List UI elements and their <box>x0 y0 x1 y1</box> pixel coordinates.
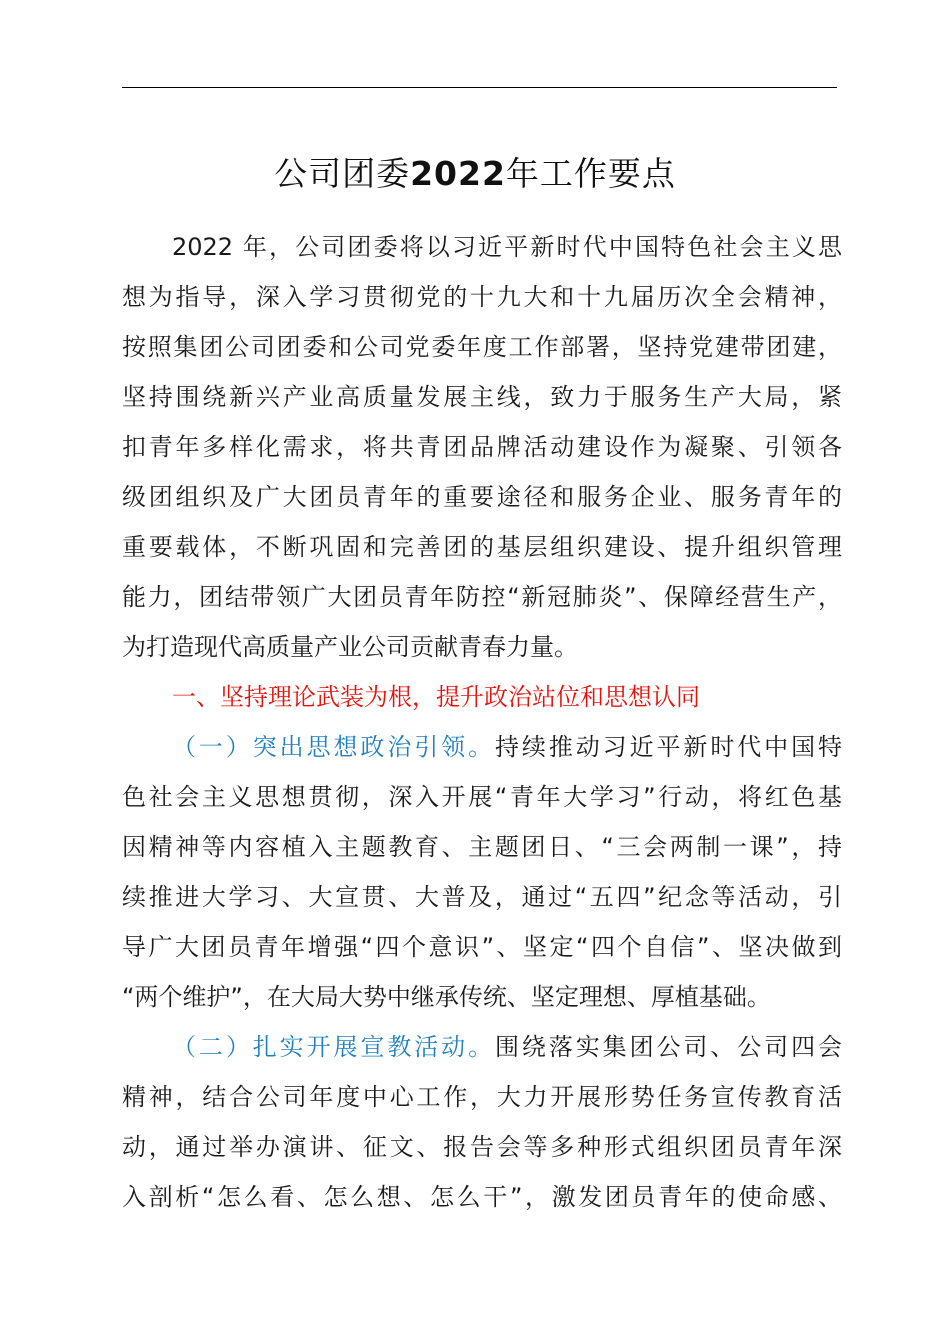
intro-line: 能力，团结带领广大团员青年防控“新冠肺炎”、保障经营生产， <box>122 583 842 611</box>
item2-first-line <box>122 1022 842 1072</box>
intro-line: 按照集团公司团委和公司党委年度工作部署，坚持党建带团建， <box>122 333 842 361</box>
intro-line: 为打造现代高质量产业公司贡献青春力量。 <box>122 633 578 661</box>
section-heading: 一、坚持理论武装为根，提升政治站位和思想认同 <box>172 683 700 711</box>
item1-line: 续推进大学习、大宣贯、大普及，通过“五四”纪念等活动，引 <box>122 883 842 911</box>
title-suffix: 年工作要点 <box>505 154 676 193</box>
item2-first-line-rest: 围绕落实集团公司、公司四会 <box>495 1033 842 1061</box>
title-prefix: 公司团委 <box>274 154 411 193</box>
item1-first-line <box>122 722 842 772</box>
intro-line: 扣青年多样化需求，将共青团品牌活动建设作为凝聚、引领各 <box>122 433 842 461</box>
item1-first-line-rest: 持续推动习近平新时代中国特 <box>495 733 842 761</box>
item2-line: 入剖析“怎么看、怎么想、怎么干”，激发团员青年的使命感、 <box>122 1183 842 1211</box>
intro-line: 2022 年，公司团委将以习近平新时代中国特色社会主义思 <box>172 233 842 261</box>
item1-line: 导广大团员青年增强“四个意识”、坚定“四个自信”、坚决做到 <box>122 933 842 961</box>
item1-label: （一）突出思想政治引领。 <box>172 733 495 761</box>
intro-line: 想为指导，深入学习贯彻党的十九大和十九届历次全会精神， <box>122 283 842 311</box>
item2-line: 动，通过举办演讲、征文、报告会等多种形式组织团员青年深 <box>122 1133 842 1161</box>
title-year: 2022 <box>410 154 506 193</box>
item1-line: 因精神等内容植入主题教育、主题团日、“三会两制一课”，持 <box>122 833 842 861</box>
item1-line: 色社会主义思想贯彻，深入开展“青年大学习”行动，将红色基 <box>122 783 842 811</box>
intro-line: 重要载体，不断巩固和完善团的基层组织建设、提升组织管理 <box>122 533 842 561</box>
page-title <box>0 148 950 200</box>
item2-line: 精神，结合公司年度中心工作，大力开展形势任务宣传教育活 <box>122 1083 842 1111</box>
intro-line: 坚持围绕新兴产业高质量发展主线，致力于服务生产大局，紧 <box>122 383 842 411</box>
item2-label: （二）扎实开展宣教活动。 <box>172 1033 495 1061</box>
item1-line: “两个维护”，在大局大势中继承传统、坚定理想、厚植基础。 <box>122 983 771 1011</box>
intro-line: 级团组织及广大团员青年的重要途径和服务企业、服务青年的 <box>122 483 842 511</box>
document-body <box>122 222 842 1222</box>
header-rule <box>122 87 837 88</box>
